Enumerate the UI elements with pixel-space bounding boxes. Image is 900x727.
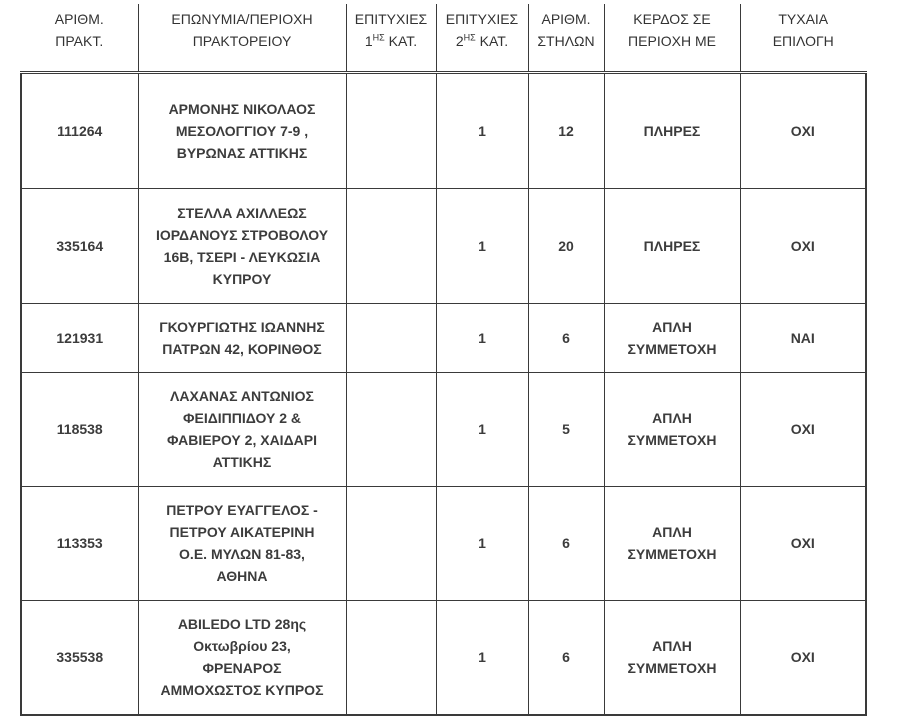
second-category-cell: 1	[436, 486, 528, 600]
header-columns-count: ΑΡΙΘΜ. ΣΤΗΛΩΝ	[528, 4, 604, 72]
columns-count-cell: 6	[528, 486, 604, 600]
first-category-cell	[346, 72, 436, 188]
table-row	[21, 72, 866, 188]
columns-count-cell: 6	[528, 303, 604, 372]
prize-type-cell: ΑΠΛΗ ΣΥΜΜΕΤΟΧΗ	[604, 600, 740, 715]
table-row	[21, 303, 866, 372]
columns-count-cell: 5	[528, 372, 604, 486]
random-pick-cell: ΟΧΙ	[740, 486, 866, 600]
table-body	[21, 72, 866, 715]
random-pick-cell: ΝΑΙ	[740, 303, 866, 372]
prize-type-cell: ΠΛΗΡΕΣ	[604, 72, 740, 188]
first-category-cell	[346, 303, 436, 372]
table-header	[21, 4, 866, 72]
winners-table	[20, 4, 867, 716]
second-category-cell: 1	[436, 600, 528, 715]
agency-code-cell: 335538	[21, 600, 138, 715]
prize-type-cell: ΑΠΛΗ ΣΥΜΜΕΤΟΧΗ	[604, 303, 740, 372]
table-row	[21, 600, 866, 715]
second-category-cell: 1	[436, 72, 528, 188]
second-category-cell: 1	[436, 188, 528, 303]
random-pick-cell: ΟΧΙ	[740, 372, 866, 486]
agency-name-cell: ΠΕΤΡΟΥ ΕΥΑΓΓΕΛΟΣ - ΠΕΤΡΟΥ ΑΙΚΑΤΕΡΙΝΗ Ο.Ε. ΜΥΛΩΝ 81-83, ΑΘΗΝΑ	[138, 486, 346, 600]
random-pick-cell: ΟΧΙ	[740, 72, 866, 188]
random-pick-cell: ΟΧΙ	[740, 188, 866, 303]
agency-code-cell: 113353	[21, 486, 138, 600]
agency-name-cell: ΓΚΟΥΡΓΙΩΤΗΣ ΙΩΑΝΝΗΣ ΠΑΤΡΩΝ 42, ΚΟΡΙΝΘΟΣ	[138, 303, 346, 372]
header-first-category: ΕΠΙΤΥΧΙΕΣ $1^{H\Sigma}$ ΚΑΤ.	[346, 4, 436, 72]
random-pick-cell: ΟΧΙ	[740, 600, 866, 715]
agency-code-cell: 118538	[21, 372, 138, 486]
second-category-cell: 1	[436, 303, 528, 372]
header-agency-number: ΑΡΙΘΜ. ΠΡΑΚΤ.	[21, 4, 138, 72]
first-category-cell	[346, 600, 436, 715]
agency-name-cell: ABILEDO LTD 28ης Οκτωβρίου 23, ΦΡΕΝΑΡΟΣ ΑΜΜΟΧΩΣΤΟΣ ΚΥΠΡΟΣ	[138, 600, 346, 715]
prize-type-cell: ΑΠΛΗ ΣΥΜΜΕΤΟΧΗ	[604, 486, 740, 600]
second-category-cell: 1	[436, 372, 528, 486]
table-row	[21, 188, 866, 303]
table-row	[21, 486, 866, 600]
header-second-category: ΕΠΙΤΥΧΙΕΣ $2^{H\Sigma}$ ΚΑΤ.	[436, 4, 528, 72]
agency-name-cell: ΑΡΜΟΝΗΣ ΝΙΚΟΛΑΟΣ ΜΕΣΟΛΟΓΓΙΟΥ 7-9 , ΒΥΡΩΝΑΣ ΑΤΤΙΚΗΣ	[138, 72, 346, 188]
first-category-cell	[346, 486, 436, 600]
prize-type-cell: ΠΛΗΡΕΣ	[604, 188, 740, 303]
columns-count-cell: 6	[528, 600, 604, 715]
first-category-cell	[346, 188, 436, 303]
agency-name-cell: ΣΤΕΛΛΑ ΑΧΙΛΛΕΩΣ ΙΟΡΔΑΝΟΥΣ ΣΤΡΟΒΟΛΟΥ 16Β, ΤΣΕΡΙ - ΛΕΥΚΩΣΙΑ ΚΥΠΡΟΥ	[138, 188, 346, 303]
prize-type-cell: ΑΠΛΗ ΣΥΜΜΕΤΟΧΗ	[604, 372, 740, 486]
agency-code-cell: 335164	[21, 188, 138, 303]
agency-code-cell: 121931	[21, 303, 138, 372]
first-category-cell	[346, 372, 436, 486]
agency-code-cell: 111264	[21, 72, 138, 188]
header-random-pick: ΤΥΧΑΙΑ ΕΠΙΛΟΓΗ	[740, 4, 866, 72]
columns-count-cell: 12	[528, 72, 604, 188]
header-agency-name: ΕΠΩΝΥΜΙΑ/ΠΕΡΙΟΧΗ ΠΡΑΚΤΟΡΕΙΟΥ	[138, 4, 346, 72]
table-row	[21, 372, 866, 486]
header-prize-type: ΚΕΡΔΟΣ ΣΕ ΠΕΡΙΟΧΗ ΜΕ	[604, 4, 740, 72]
agency-name-cell: ΛΑΧΑΝΑΣ ΑΝΤΩΝΙΟΣ ΦΕΙΔΙΠΠΙΔΟΥ 2 & ΦΑΒΙΕΡΟΥ 2, ΧΑΙΔΑΡΙ ΑΤΤΙΚΗΣ	[138, 372, 346, 486]
columns-count-cell: 20	[528, 188, 604, 303]
